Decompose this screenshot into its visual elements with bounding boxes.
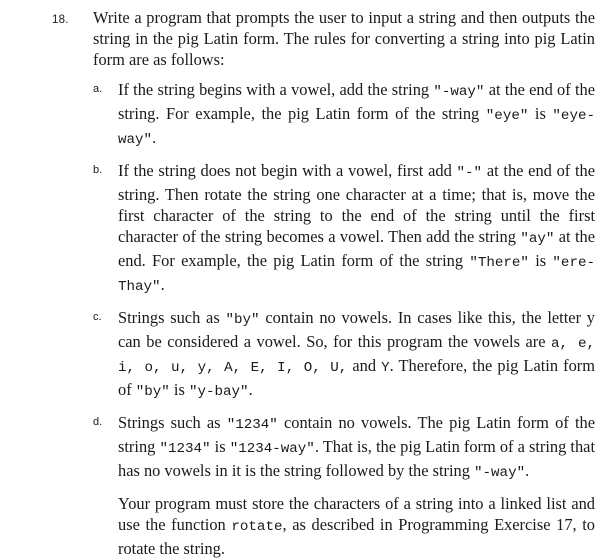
footer-text-2: , as described in Programming Exercise 17, to rotate the string. — [118, 515, 595, 558]
rule-c-label: c. — [93, 311, 102, 323]
rule-c-code-3: Y — [381, 360, 390, 376]
rule-b-text-4: is — [528, 251, 553, 270]
rule-d-text-1: Strings such as — [118, 413, 227, 432]
rule-c — [93, 307, 595, 403]
rule-b-code-2: "ay" — [520, 231, 555, 247]
rule-d-label: d. — [93, 416, 103, 428]
exercise-footer — [118, 493, 595, 559]
rule-b-text-3: at the end. For example, the pig Latin form of the string — [118, 227, 595, 270]
rule-b-text-5: . — [160, 275, 165, 294]
rule-c-code-2: a, e, i, o, u, y, A, E, I, O, U, — [118, 336, 595, 376]
footer-text-1: Your program must store the characters of a string into a linked list and use the function — [118, 494, 595, 534]
rule-c-text-3: and — [347, 356, 382, 375]
rule-b-text-2: at the end of the string. Then rotate the string one character at a time; that is, move the first character of the string to the end of the string until the first character of the string becomes a vowel. Then add the string — [118, 161, 596, 246]
rules-list — [93, 79, 595, 484]
rule-d-code-1: "1234" — [226, 417, 278, 433]
rule-c-code-4: "by" — [135, 384, 170, 400]
rule-d-text-2: contain no vowels. The pig Latin form of the string — [118, 413, 595, 456]
rule-c-text-6: . — [248, 380, 253, 399]
rule-a — [93, 79, 595, 151]
rule-c-text-2: contain no vowels. In cases like this, the letter y can be considered a vowel. So, for this program the vowels are — [118, 308, 596, 351]
rule-a-code-1: "-way" — [433, 84, 485, 100]
rule-d-code-2: "1234" — [159, 441, 211, 457]
rule-d-text-3: is — [210, 437, 230, 456]
rule-b-text-1: If the string does not begin with a vowel, first add — [118, 161, 457, 180]
rule-a-code-2: "eye" — [485, 108, 529, 124]
rule-a-text-4: . — [152, 128, 157, 147]
rule-d-text-4: . That is, the pig Latin form of a string that has no vowels in it is the string followed by the string — [118, 437, 595, 480]
rule-c-code-1: "by" — [225, 312, 260, 328]
rule-d-code-3: "1234-way" — [229, 441, 315, 457]
rule-a-text-2: at the end of the string. For example, the pig Latin form of the string — [118, 80, 595, 123]
rule-a-text-1: If the string begins with a vowel, add the string — [118, 80, 434, 99]
rule-c-text-1: Strings such as — [118, 308, 226, 327]
exercise-body — [93, 7, 595, 559]
rule-c-text-4: . Therefore, the pig Latin form of — [118, 356, 595, 399]
rule-b-code-4: "ere-Thay" — [118, 255, 595, 295]
rule-d-code-4: "-way" — [474, 465, 526, 481]
rule-c-text-5: is — [169, 380, 189, 399]
footer-code-rotate: rotate — [231, 519, 283, 535]
rule-a-text-3: is — [528, 104, 553, 123]
exercise-intro: Write a program that prompts the user to input a string and then outputs the string in the pig Latin form. The rules for converting a string into pig Latin form are as follows: — [93, 8, 595, 69]
rule-d — [93, 412, 595, 484]
rule-b-code-1: "-" — [456, 165, 483, 181]
rule-a-label: a. — [93, 83, 103, 95]
rule-a-code-3: "eye-way" — [118, 108, 595, 148]
exercise-number: 18. — [52, 14, 69, 26]
rule-c-code-5: "y-bay" — [188, 384, 249, 400]
rule-d-text-5: . — [525, 461, 530, 480]
rule-b — [93, 160, 595, 298]
rule-b-label: b. — [93, 164, 103, 176]
rule-b-code-3: "There" — [469, 255, 529, 271]
